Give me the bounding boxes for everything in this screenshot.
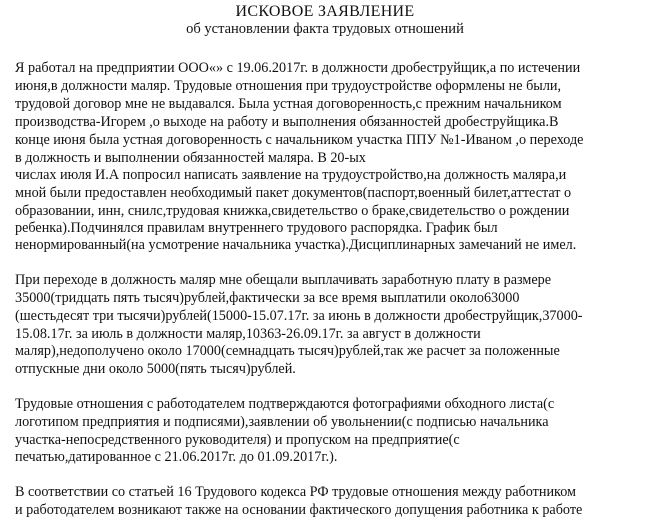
- paragraph-line: 15.08.17г. за июль в должности маляр,10363-26.09.17г. за август в должности: [15, 326, 481, 342]
- paragraph-line: маляр),недополучено около 17000(семнадцать тысяч)рублей,так же расчет за положенные: [15, 343, 560, 359]
- paragraph-line: печатью,датированное с 21.06.2017г. до 01.09.2017г.).: [15, 449, 338, 465]
- paragraph-line: логотипом предприятия и подписями),заявлении об увольнении(с подписью начальника: [15, 414, 549, 430]
- paragraph-line: производства-Игорем ,о выходе на работу и выполнения обязанностей дробеструйщика.В: [15, 114, 559, 130]
- paragraph-line: образовании, инн, снилс,трудовая книжка,свидетельство о браке,свидетельство о рождении: [15, 203, 570, 219]
- paragraph-line: трудовой договор мне не выдавался. Была устная договоренность,с прежним начальником: [15, 96, 562, 112]
- paragraph-line: Трудовые отношения с работодателем подтверждаются фотографиями обходного листа(с: [15, 396, 555, 412]
- paragraph-line: конце июня была устная договоренность с начальником участка ППУ №1-Иваном ,о переходе: [15, 132, 584, 148]
- paragraph-line: 35000(тридцать пять тысяч)рублей,фактически за все время выплатили около63000: [15, 290, 520, 306]
- paragraph-line: числах июля И.А попросил написать заявление на трудоустройство,на должность маляра,и: [15, 167, 567, 183]
- paragraph-line: в должность и выполнении обязанностей маляра. В 20-ых: [15, 150, 366, 166]
- paragraph-line: июня,в должности маляр. Трудовые отношения при трудоустройстве оформлены не были,: [15, 78, 562, 94]
- paragraph-line: мной были предоставлен необходимый пакет документов(паспорт,военный билет,аттестат о: [15, 185, 572, 201]
- paragraph-line: В соответствии со статьей 16 Трудового кодекса РФ трудовые отношения между работником: [15, 484, 577, 500]
- paragraph-line: ненормированный(на усмотрение начальника участка).Дисциплинарных замечаний не имел.: [15, 237, 577, 253]
- paragraph-line: ребенка).Подчинялся правилам внутреннего трудового распорядка. График был: [15, 220, 498, 236]
- paragraph-line: отпускные дни около 5000(пять тысяч)рублей.: [15, 361, 296, 377]
- paragraph-line: и работодателем возникают также на основании фактического допущения работника к работе: [15, 502, 583, 518]
- paragraph-line: участка-непосредственного руководителя) и пропуском на предприятие(с: [15, 432, 460, 448]
- paragraph-line: (шестьдесят три тысячи)рублей(15000-15.07.17г. за июнь в должности дробеструйщик,37000-: [15, 308, 583, 324]
- document-subtitle: об установлении факта трудовых отношений: [186, 21, 464, 37]
- document-title: ИСКОВОЕ ЗАЯВЛЕНИЕ: [235, 3, 415, 20]
- paragraph-line: Я работал на предприятии ООО«» с 19.06.2017г. в должности дробеструйщик,а по истечении: [15, 60, 581, 76]
- paragraph-line: При переходе в должность маляр мне обещали выплачивать заработную плату в размере: [15, 272, 552, 288]
